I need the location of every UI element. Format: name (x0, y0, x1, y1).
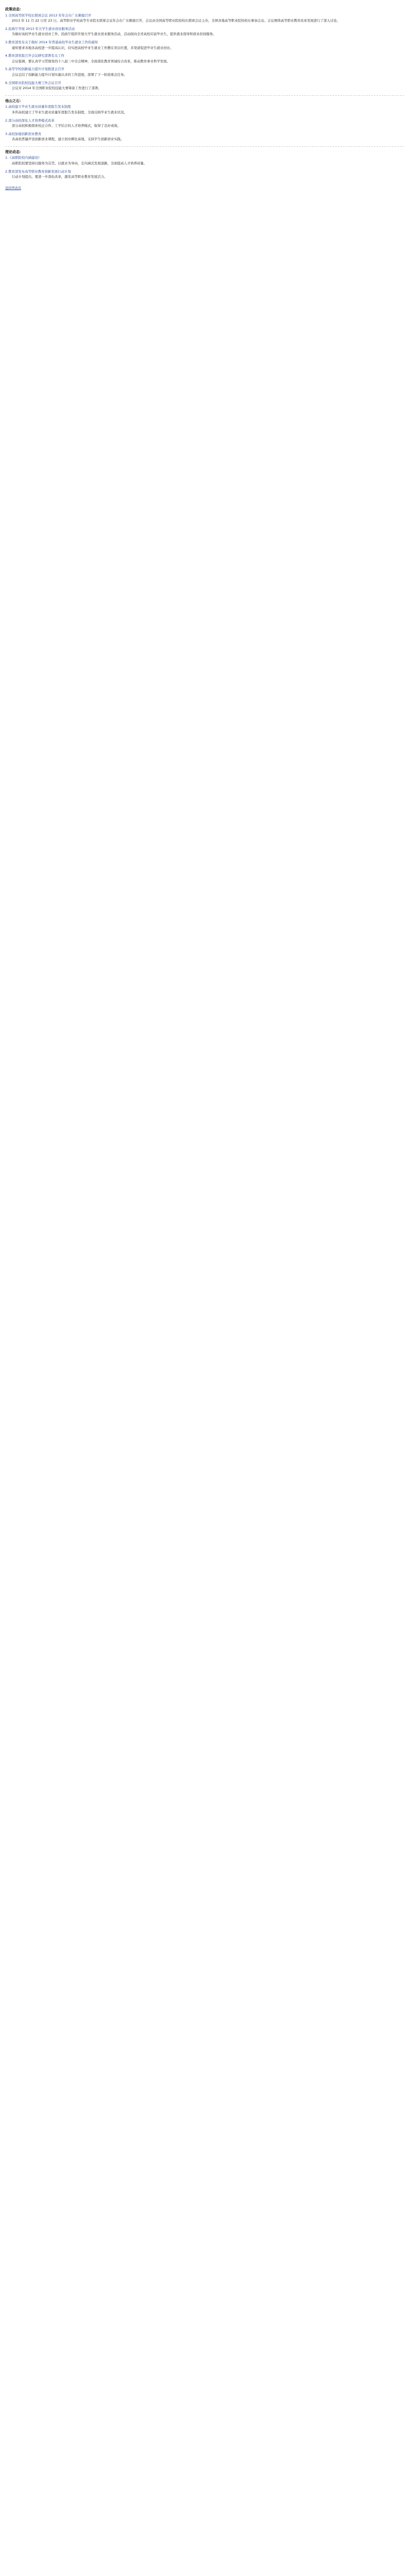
news-item (5, 156, 404, 166)
news-item (5, 132, 404, 142)
document-page (5, 0, 404, 191)
section-divider (5, 146, 404, 147)
news-item-title[interactable]: 5.高等学校创新能力提升计划推进会召开 (5, 67, 64, 72)
news-item-title[interactable]: 2.部分高校深化人才培养模式改革 (5, 118, 55, 123)
news-paragraph: 多所高校建立了毕业生就业质量年度报告发布制度，全面反映毕业生就业状况。 (11, 110, 127, 114)
news-paragraph: 行动计划提出，要进一步深化改革，激发高等职业教育发展活力。 (11, 175, 108, 179)
news-item (5, 40, 404, 50)
news-item (5, 67, 404, 77)
news-item (5, 118, 404, 129)
news-paragraph: 部分高校积极探索校企合作、工学结合的人才培养模式，取得了良好成效。 (11, 124, 121, 128)
news-paragraph: 2013 年 11 月 22 日至 23 日，高等职业学校高等专业院长联席会议年会在广东顺德召开，会议由全国高等职业院校校长联席会议主办，全国各地高等职业院校校长参加会议。会议围绕高等职业教育改革发展进行了深入讨论。 (11, 19, 340, 23)
section-divider (5, 95, 404, 96)
news-item (5, 54, 404, 64)
news-item (5, 13, 404, 24)
news-paragraph: 为做好高校毕业生就业创业工作，民政厅组织开展大学生就业创业服务活动，活动面向全省高校应届毕业生，提供就业指导和创业扶持服务。 (11, 32, 217, 37)
news-item (5, 81, 404, 91)
news-item-title[interactable]: 1.《高职院校内涵建设》 (5, 156, 42, 160)
news-item-title[interactable]: 1.高校建立毕业生就业质量年度报告发布制度 (5, 105, 71, 109)
news-item-title[interactable]: 1.全国高等医学校长联席会议 2013 年年会在广东顺德召开 (5, 13, 92, 18)
section-title: 政策动态： (5, 7, 23, 11)
news-item-title[interactable]: 3.教育部发布关于做好 2014 年普通高校毕业生就业工作的通知 (5, 40, 98, 44)
news-item-title[interactable]: 3.高校加强创新创业教育 (5, 131, 42, 136)
news-item-title[interactable]: 6.全国职业院校技能大赛工作会议召开 (5, 80, 61, 85)
news-item-title[interactable]: 2.民政厅开展 2013 年大学生就业创业服务活动 (5, 26, 75, 31)
news-item (5, 105, 404, 115)
back-to-list-link[interactable]: 返回列表页 (5, 186, 21, 190)
news-paragraph: 会议强调，要认真学习贯彻党的十八届三中全会精神，全面深化教育领域综合改革，推动教育事业科学发展。 (11, 59, 170, 63)
section-title: 他山之石： (5, 98, 23, 103)
news-paragraph: 高职院校要坚持以服务为宗旨、以就业为导向，走内涵式发展道路，全面提高人才培养质量。 (11, 161, 147, 166)
news-item-title[interactable]: 4.教育部党组召开会议研究部署有关工作 (5, 54, 64, 58)
news-item-title[interactable]: 2.教育部发布高等职业教育创新发展行动计划 (5, 169, 71, 174)
news-item (5, 170, 404, 180)
news-paragraph: 通知要求各地各高校进一步提高认识，切实把高校毕业生就业工作摆在突出位置，多渠道促进毕业生就业创业。 (11, 45, 173, 50)
section-title: 理论动态： (5, 149, 23, 154)
news-paragraph: 各高校普遍开设创新创业课程，建立创业孵化基地，支持学生创新创业实践。 (11, 137, 124, 142)
news-item (5, 27, 404, 37)
news-paragraph: 会议对 2014 年全国职业院校技能大赛筹备工作进行了部署。 (11, 86, 102, 91)
news-paragraph: 会议总结了创新能力提升计划实施以来的工作进展，部署了下一阶段重点任务。 (11, 72, 127, 77)
